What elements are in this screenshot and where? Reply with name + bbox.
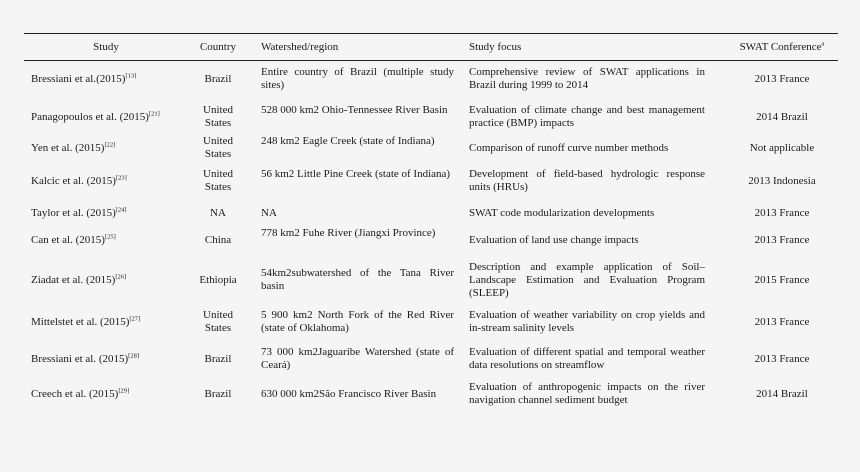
conference-cell: Not applicable — [749, 141, 815, 154]
study-cell — [31, 388, 191, 401]
study-focus-cell: Comprehensive review of SWAT applications in Brazil during 1999 to 2014 — [469, 66, 705, 91]
header-country: Country — [199, 41, 237, 53]
study-name: Bressiani et al. (2015) — [31, 352, 129, 365]
watershed-cell: 630 000 km2São Francisco River Basin — [261, 387, 437, 400]
study-name: Mittelstet et al. (2015) — [31, 315, 130, 328]
study-cell — [31, 111, 191, 124]
study-reference: [29] — [118, 386, 130, 394]
header-swat-conference — [720, 41, 844, 54]
study-cell — [31, 316, 191, 329]
conference-cell: 2014 Brazil — [756, 110, 808, 123]
study-focus-cell: Development of field-based hydrologic response units (HRUs) — [469, 168, 705, 193]
watershed-cell: 56 km2 Little Pine Creek (state of Indiana) — [261, 168, 451, 180]
study-cell — [31, 73, 191, 86]
country-cell: United States — [203, 168, 233, 193]
watershed-cell: 54km2subwatershed of the Tana River basin — [261, 267, 454, 292]
study-focus-cell: Evaluation of land use change impacts — [469, 233, 639, 246]
study-reference: [23] — [115, 173, 127, 181]
study-focus-cell: Description and example application of Soil–Landscape Estimation and Evaluation Program (SLEEP) — [469, 260, 705, 299]
watershed-cell: 5 900 km2 North Fork of the Red River (state of Oklahoma) — [261, 309, 454, 334]
header-conference-label: SWAT Conference — [739, 41, 822, 53]
header-study: Study — [93, 41, 119, 53]
study-reference: [25] — [104, 232, 116, 240]
study-name: Yen et al. (2015) — [31, 141, 105, 154]
conference-cell: 2013 France — [754, 206, 810, 219]
watershed-cell: Entire country of Brazil (multiple study sites) — [261, 66, 454, 91]
study-name: Kalcic et al. (2015) — [31, 174, 116, 187]
study-reference: [28] — [128, 351, 139, 359]
header-study-focus: Study focus — [469, 41, 522, 53]
country-cell: Brazil — [204, 387, 232, 400]
watershed-cell: 248 km2 Eagle Creek (state of Indiana) — [261, 135, 435, 147]
study-name: Panagopoulos et al. (2015) — [31, 110, 149, 123]
study-reference: [26] — [115, 272, 127, 280]
study-cell — [31, 234, 191, 247]
study-focus-cell: Evaluation of different spatial and temporal weather data resolutions on streamflow — [469, 346, 705, 371]
study-reference: [22] — [104, 140, 116, 148]
country-cell: United States — [203, 309, 233, 334]
study-reference: [21] — [148, 109, 160, 117]
watershed-cell: 73 000 km2Jaguaribe Watershed (state of Ceará) — [261, 346, 454, 371]
table-header-rule — [24, 60, 838, 61]
study-name: Creech et al. (2015) — [31, 387, 119, 400]
country-cell: Ethiopia — [199, 273, 237, 286]
conference-cell: 2013 France — [754, 352, 810, 365]
conference-cell: 2013 France — [754, 315, 810, 328]
study-reference: [13] — [125, 71, 137, 79]
country-cell: United States — [203, 135, 233, 160]
study-name: Bressiani et al.(2015) — [31, 72, 126, 85]
study-reference: [27] — [129, 314, 141, 322]
country-cell: Brazil — [204, 352, 232, 365]
watershed-cell: NA — [261, 206, 277, 219]
conference-cell: 2013 France — [754, 72, 810, 85]
country-cell: China — [204, 233, 232, 246]
study-focus-cell: Comparison of runoff curve number methods — [469, 141, 669, 154]
watershed-cell: 528 000 km2 Ohio-Tennessee River Basin — [261, 104, 448, 116]
study-focus-cell: SWAT code modularization developments — [469, 206, 655, 219]
study-cell — [31, 353, 191, 366]
study-name: Taylor et al. (2015) — [31, 206, 116, 219]
study-cell — [31, 175, 191, 188]
study-reference: [24] — [115, 205, 127, 213]
country-cell: Brazil — [204, 72, 232, 85]
country-cell: NA — [210, 206, 226, 219]
study-focus-cell: Evaluation of anthropogenic impacts on the river navigation channel sediment budget — [469, 381, 705, 406]
conference-cell: 2013 France — [754, 233, 810, 246]
watershed-cell: 778 km2 Fuhe River (Jiangxi Province) — [261, 227, 436, 239]
study-cell — [31, 207, 191, 220]
header-watershed: Watershed/region — [261, 41, 339, 53]
study-name: Can et al. (2015) — [31, 233, 105, 246]
study-focus-cell: Evaluation of weather variability on crop yields and in-stream salinity levels — [469, 309, 705, 334]
header-conference-footnote: a — [821, 40, 825, 48]
study-name: Ziadat et al. (2015) — [31, 273, 116, 286]
table-top-rule — [24, 33, 838, 34]
study-focus-cell: Evaluation of climate change and best management practice (BMP) impacts — [469, 104, 705, 129]
conference-cell: 2014 Brazil — [756, 387, 808, 400]
country-cell: United States — [203, 104, 233, 129]
conference-cell: 2013 Indonesia — [748, 174, 816, 187]
study-cell — [31, 274, 191, 287]
conference-cell: 2015 France — [754, 273, 810, 286]
study-cell — [31, 142, 191, 155]
